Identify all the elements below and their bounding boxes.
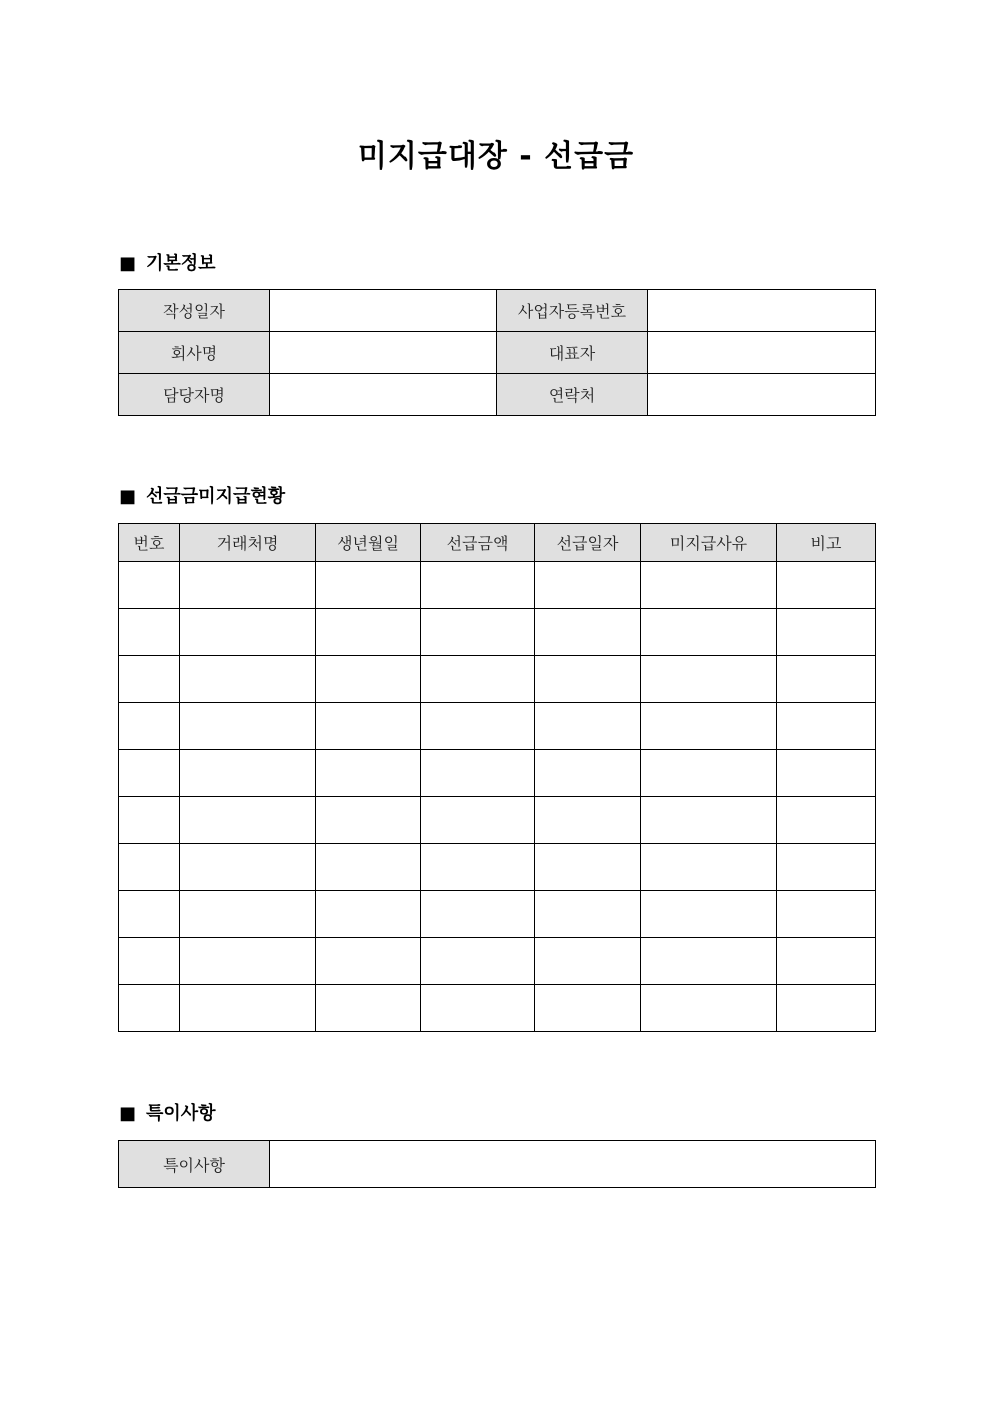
column-header: 비고 bbox=[777, 524, 876, 562]
column-header: 선급일자 bbox=[535, 524, 641, 562]
table-cell[interactable] bbox=[180, 703, 316, 750]
table-cell[interactable] bbox=[316, 844, 421, 891]
table-row bbox=[119, 656, 876, 703]
table-row bbox=[119, 844, 876, 891]
table-cell[interactable] bbox=[316, 750, 421, 797]
table-cell[interactable] bbox=[535, 797, 641, 844]
field-business-reg-number[interactable] bbox=[648, 290, 876, 332]
label-company-name: 회사명 bbox=[119, 332, 270, 374]
table-cell[interactable] bbox=[180, 562, 316, 609]
table-cell[interactable] bbox=[641, 844, 777, 891]
square-bullet-icon: ■ bbox=[119, 486, 137, 507]
column-header: 거래처명 bbox=[180, 524, 316, 562]
page-title: 미지급대장 - 선급금 bbox=[357, 139, 635, 174]
table-cell[interactable] bbox=[535, 703, 641, 750]
table-cell[interactable] bbox=[641, 703, 777, 750]
table-cell[interactable] bbox=[777, 703, 876, 750]
field-manager-name[interactable] bbox=[270, 374, 497, 416]
table-cell[interactable] bbox=[421, 938, 535, 985]
table-cell[interactable] bbox=[641, 891, 777, 938]
table-cell[interactable] bbox=[421, 609, 535, 656]
table-cell[interactable] bbox=[777, 797, 876, 844]
table-cell[interactable] bbox=[421, 797, 535, 844]
unpaid-status-table bbox=[118, 523, 876, 1032]
info-row bbox=[119, 290, 876, 332]
table-cell[interactable] bbox=[421, 985, 535, 1032]
table-cell[interactable] bbox=[180, 938, 316, 985]
table-cell[interactable] bbox=[777, 985, 876, 1032]
table-cell[interactable] bbox=[119, 891, 180, 938]
label-manager-name: 담당자명 bbox=[119, 374, 270, 416]
table-cell[interactable] bbox=[535, 656, 641, 703]
table-cell[interactable] bbox=[421, 844, 535, 891]
table-cell[interactable] bbox=[535, 750, 641, 797]
label-representative: 대표자 bbox=[497, 332, 648, 374]
field-contact[interactable] bbox=[648, 374, 876, 416]
column-header: 선급금액 bbox=[421, 524, 535, 562]
table-cell[interactable] bbox=[641, 750, 777, 797]
table-cell[interactable] bbox=[535, 609, 641, 656]
table-cell[interactable] bbox=[421, 656, 535, 703]
table-cell[interactable] bbox=[421, 891, 535, 938]
table-cell[interactable] bbox=[119, 750, 180, 797]
table-cell[interactable] bbox=[316, 891, 421, 938]
table-cell[interactable] bbox=[316, 985, 421, 1032]
table-cell[interactable] bbox=[535, 938, 641, 985]
table-cell[interactable] bbox=[777, 938, 876, 985]
table-cell[interactable] bbox=[119, 985, 180, 1032]
notes-heading-text: 특이사항 bbox=[146, 1103, 216, 1124]
table-cell[interactable] bbox=[180, 844, 316, 891]
table-cell[interactable] bbox=[641, 656, 777, 703]
table-cell[interactable] bbox=[119, 938, 180, 985]
label-date-written: 작성일자 bbox=[119, 290, 270, 332]
table-row bbox=[119, 750, 876, 797]
notes-heading bbox=[119, 1102, 216, 1126]
square-bullet-icon: ■ bbox=[119, 253, 137, 274]
table-cell[interactable] bbox=[641, 985, 777, 1032]
table-cell[interactable] bbox=[535, 985, 641, 1032]
table-cell[interactable] bbox=[641, 938, 777, 985]
column-header: 생년월일 bbox=[316, 524, 421, 562]
table-cell[interactable] bbox=[421, 703, 535, 750]
table-cell[interactable] bbox=[777, 844, 876, 891]
field-company-name[interactable] bbox=[270, 332, 497, 374]
table-cell[interactable] bbox=[641, 609, 777, 656]
table-cell[interactable] bbox=[180, 797, 316, 844]
table-cell[interactable] bbox=[777, 750, 876, 797]
notes-table bbox=[118, 1140, 876, 1188]
table-header-row bbox=[119, 524, 876, 562]
table-cell[interactable] bbox=[180, 609, 316, 656]
table-cell[interactable] bbox=[316, 656, 421, 703]
field-date-written[interactable] bbox=[270, 290, 497, 332]
square-bullet-icon: ■ bbox=[119, 1103, 137, 1124]
notes-row bbox=[119, 1141, 876, 1188]
table-row bbox=[119, 703, 876, 750]
table-cell[interactable] bbox=[119, 844, 180, 891]
info-row bbox=[119, 374, 876, 416]
table-row bbox=[119, 938, 876, 985]
table-cell[interactable] bbox=[421, 562, 535, 609]
label-contact: 연락처 bbox=[497, 374, 648, 416]
column-header: 미지급사유 bbox=[641, 524, 777, 562]
table-cell[interactable] bbox=[119, 797, 180, 844]
table-cell[interactable] bbox=[316, 797, 421, 844]
table-cell[interactable] bbox=[535, 562, 641, 609]
basic-info-heading bbox=[119, 252, 216, 276]
table-cell[interactable] bbox=[119, 609, 180, 656]
table-cell[interactable] bbox=[777, 891, 876, 938]
table-cell[interactable] bbox=[535, 891, 641, 938]
unpaid-status-heading bbox=[119, 485, 285, 509]
table-cell[interactable] bbox=[180, 750, 316, 797]
field-notes[interactable] bbox=[270, 1141, 876, 1188]
basic-info-table bbox=[118, 289, 876, 416]
table-cell[interactable] bbox=[777, 562, 876, 609]
table-row bbox=[119, 609, 876, 656]
table-cell[interactable] bbox=[119, 656, 180, 703]
table-cell[interactable] bbox=[180, 656, 316, 703]
table-cell[interactable] bbox=[535, 844, 641, 891]
table-row bbox=[119, 562, 876, 609]
table-cell[interactable] bbox=[641, 562, 777, 609]
table-cell[interactable] bbox=[777, 609, 876, 656]
table-cell[interactable] bbox=[316, 703, 421, 750]
table-cell[interactable] bbox=[119, 562, 180, 609]
unpaid-status-heading-text: 선급금미지급현황 bbox=[146, 486, 286, 507]
table-cell[interactable] bbox=[180, 891, 316, 938]
table-cell[interactable] bbox=[316, 609, 421, 656]
column-header: 번호 bbox=[119, 524, 180, 562]
table-row bbox=[119, 985, 876, 1032]
table-cell[interactable] bbox=[421, 750, 535, 797]
info-row bbox=[119, 332, 876, 374]
table-cell[interactable] bbox=[316, 562, 421, 609]
basic-info-heading-text: 기본정보 bbox=[146, 253, 216, 274]
label-business-reg-number: 사업자등록번호 bbox=[497, 290, 648, 332]
table-cell[interactable] bbox=[119, 703, 180, 750]
table-cell[interactable] bbox=[180, 985, 316, 1032]
table-cell[interactable] bbox=[777, 656, 876, 703]
table-row bbox=[119, 891, 876, 938]
table-row bbox=[119, 797, 876, 844]
label-notes: 특이사항 bbox=[119, 1141, 270, 1188]
table-cell[interactable] bbox=[316, 938, 421, 985]
field-representative[interactable] bbox=[648, 332, 876, 374]
table-cell[interactable] bbox=[641, 797, 777, 844]
